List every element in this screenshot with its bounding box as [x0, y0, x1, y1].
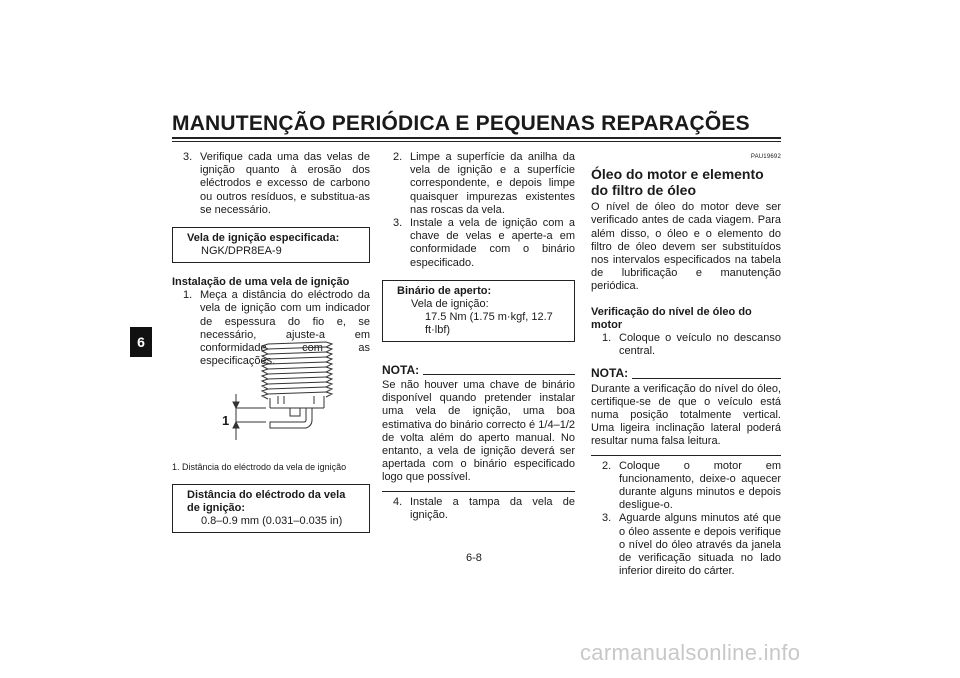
list-text: Aguarde alguns minutos até que o óleo assente e depois verifique o nível do óleo através da janela de verificação situada no lado inferior direito do cárter.	[619, 512, 781, 578]
list-text: Limpe a superfície da anilha da vela de ignição e a superfície correspondente, e depois limpe quaisquer impurezas existentes nas roscas da vela.	[410, 151, 575, 216]
intro-paragraph: O nível de óleo do motor deve ser verificado antes de cada viagem. Para além disso, o óleo e o elemento do filtro de óleo devem ser substituídos nos intervalos especificados na tabela de lubrificação e manutenção periódica.	[591, 201, 781, 293]
spec-box-title: Vela de ignição especificada:	[187, 232, 340, 245]
nota-text: Durante a verificação do nível do óleo, certifique-se de que o veículo está numa posição totalmente vertical. Uma ligeira inclinação lateral poderá resultar numa falsa leitura.	[591, 382, 781, 448]
page-number: 6-8	[466, 552, 482, 564]
chapter-tab: 6	[130, 327, 152, 357]
list-number: 3.	[183, 151, 193, 163]
list-number: 3.	[602, 512, 612, 525]
list-item	[591, 460, 781, 513]
spec-box-value: 17.5 Nm (1.75 m·kgf, 12.7 ft·lbf)	[425, 310, 553, 336]
nota-heading	[382, 364, 575, 377]
nota-rule	[632, 378, 781, 379]
list-text: Coloque o veículo no descanso central.	[619, 332, 781, 358]
spec-box-title: Binário de aperto:	[397, 284, 492, 297]
list-number: 2.	[602, 459, 612, 472]
nota-label: NOTA:	[382, 362, 420, 377]
spark-plug-gap-figure	[200, 336, 340, 444]
list-item	[382, 151, 575, 217]
spec-box-electrode-gap	[172, 484, 370, 533]
list-text: Verifique cada uma das velas de ignição quanto à erosão dos eléctrodos e excesso de carbono ou outros resíduos, e substitua-as se necessário.	[200, 151, 370, 216]
spec-box-spark-plug	[172, 227, 370, 263]
list-item	[382, 496, 575, 522]
list-text: Coloque o motor em funcionamento, deixe-o aquecer durante alguns minutos e depois desligue-o.	[619, 459, 781, 512]
spec-box-value: Vela de ignição:	[411, 297, 489, 310]
title-rule	[172, 137, 781, 139]
nota-end-rule	[382, 491, 575, 492]
list-text: Instale a tampa da vela de ignição.	[410, 495, 575, 521]
nota-heading	[591, 367, 781, 380]
nota-rule	[423, 374, 575, 375]
figure-label: 1	[222, 413, 230, 428]
spec-box-value: NGK/DPR8EA-9	[201, 245, 282, 258]
column-2	[382, 151, 575, 522]
section-heading: Óleo do motor e elemento do filtro de óleo	[591, 166, 764, 199]
list-item	[382, 217, 575, 270]
nota-label: NOTA:	[591, 366, 629, 381]
figure-caption: 1. Distância do eléctrodo da vela de ignição	[172, 462, 347, 472]
nota-text: Se não houver uma chave de binário disponível quando pretender instalar uma vela de ignição, uma boa estimativa do binário correcto é 1/4–1/2 de volta além do aperto manual. No entanto, a vela de ignição deverá ser apertada com o binário especificado logo que possível.	[382, 379, 575, 484]
list-number: 4.	[393, 495, 403, 508]
section-subheading: Verificação do nível de óleo do motor	[591, 305, 752, 331]
spec-box-torque	[382, 280, 575, 342]
list-number: 1.	[183, 289, 193, 302]
list-item	[172, 151, 370, 217]
watermark: carmanualsonline.info	[580, 640, 801, 665]
nota-end-rule	[591, 455, 781, 456]
list-number: 2.	[393, 151, 403, 163]
list-text: Instale a vela de ignição com a chave de velas e aperte-a em conformidade com o binário especificado.	[410, 217, 575, 269]
reference-code: PAU19692	[750, 154, 781, 160]
column-3	[591, 151, 781, 578]
gap-dimension-icon	[233, 394, 266, 440]
list-item	[591, 512, 781, 578]
list-number: 1.	[602, 332, 612, 345]
title-rule-thin	[172, 141, 781, 142]
spec-box-value: 0.8–0.9 mm (0.031–0.035 in)	[201, 515, 343, 527]
spec-box-title: Distância do eléctrodo da vela de ignição:	[187, 489, 346, 514]
list-text: Meça a distância do eléctrodo da vela de ignição com um indicador de espessura do fio e, se necessário, ajuste-a em conformidade com as especificações.	[200, 289, 370, 368]
spark-plug-icon	[262, 342, 332, 428]
page-title: MANUTENÇÃO PERIÓDICA E PEQUENAS REPARAÇÕES	[172, 112, 750, 135]
list-item	[591, 332, 781, 358]
section-subheading: Instalação de uma vela de ignição	[172, 276, 350, 289]
col1-bottom	[172, 484, 370, 533]
list-number: 3.	[393, 217, 403, 230]
